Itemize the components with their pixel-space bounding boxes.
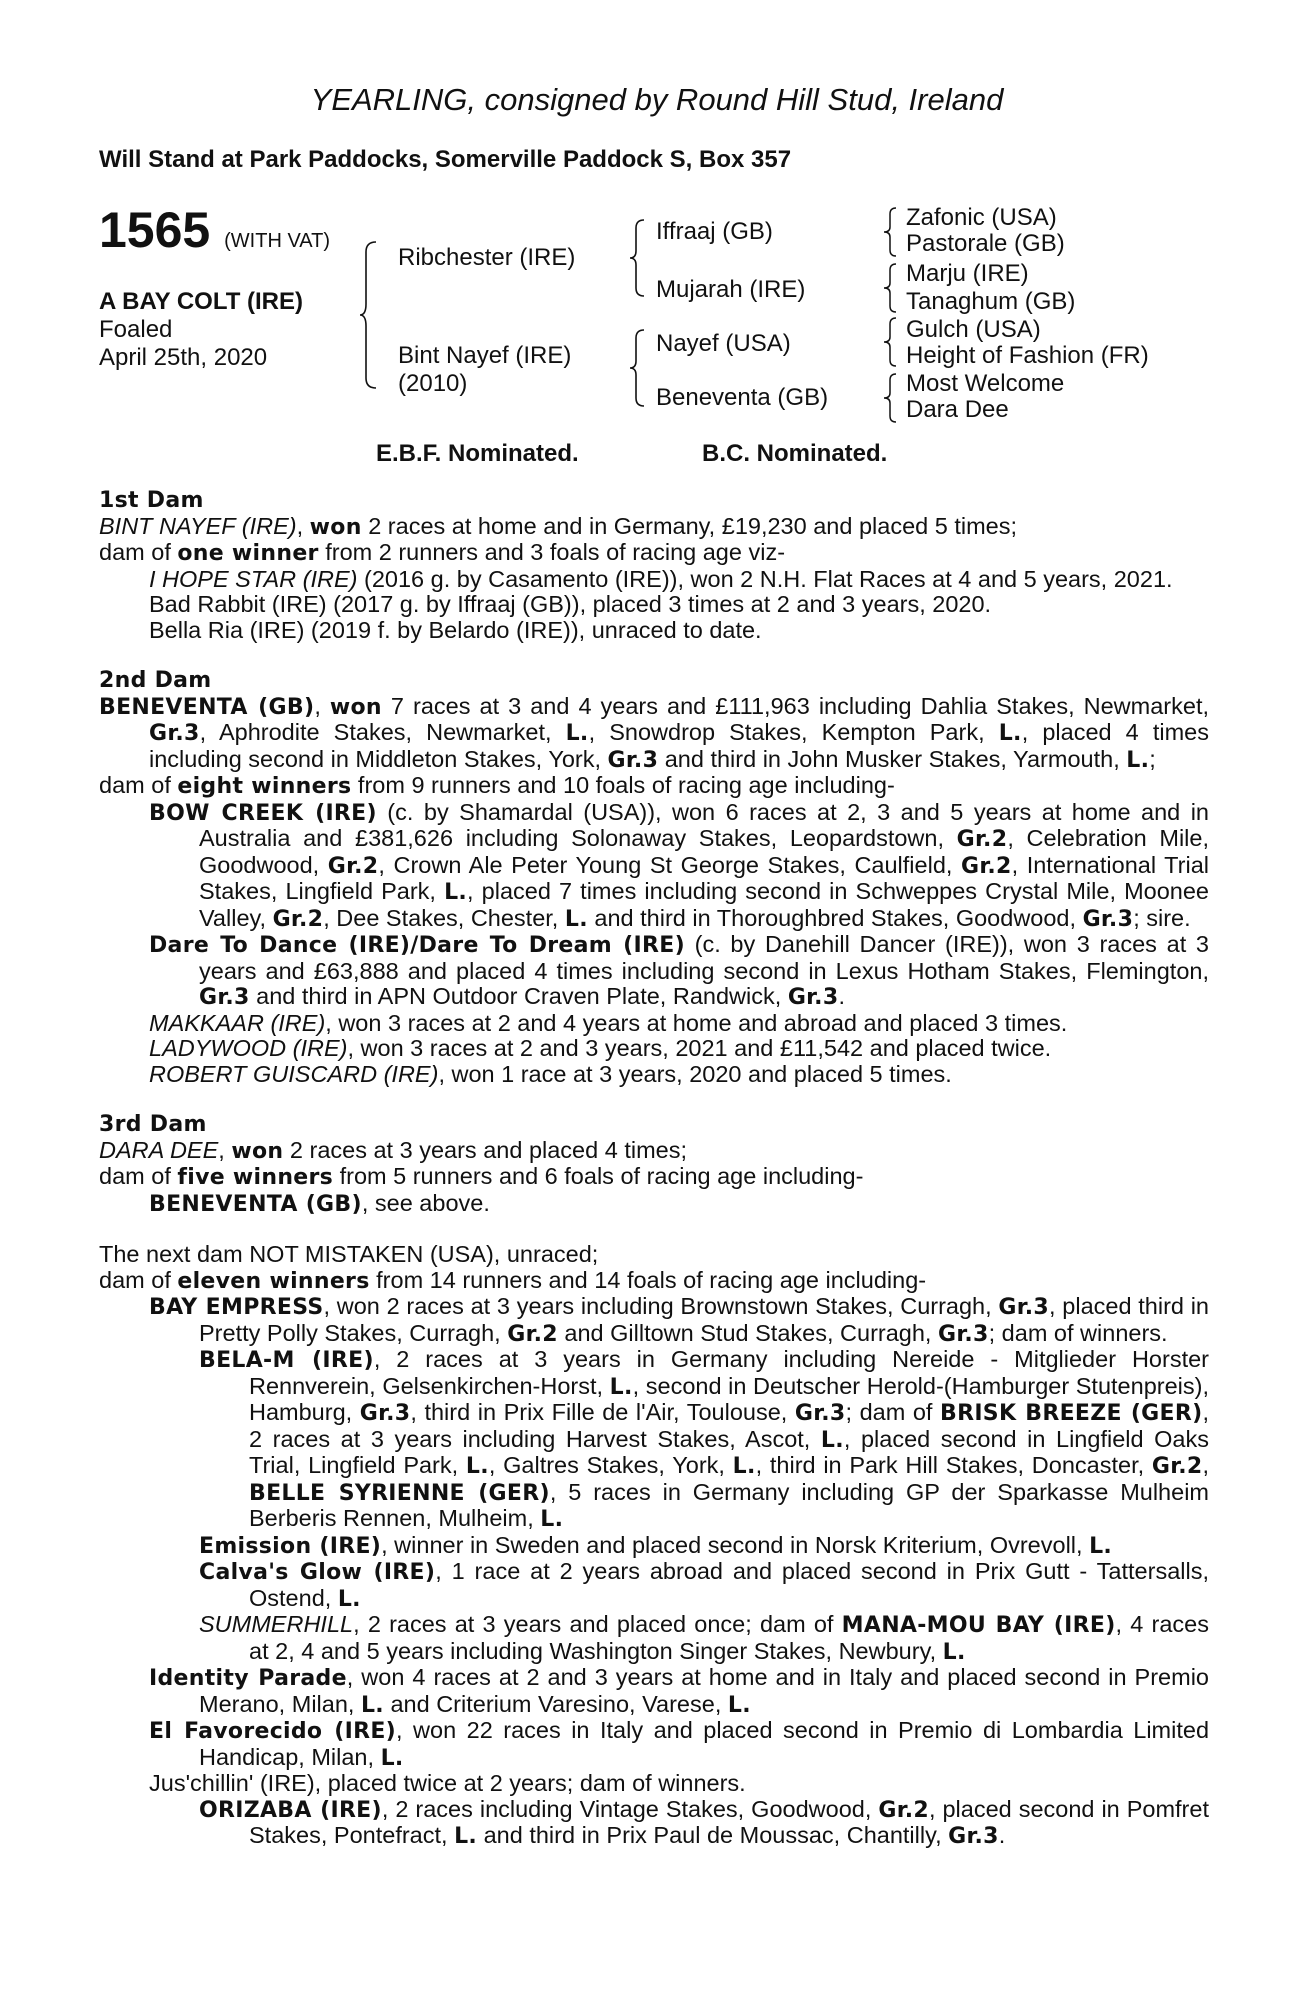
dam-of-post: from 2 runners and 3 foals of racing age viz- [318, 539, 786, 565]
bracket-dam [630, 328, 648, 408]
rec-text: , 2 races at 3 years in Germany including Nereide - Mitglieder Horster Rennverein, Gelsenkirchen-Horst, [249, 1346, 1210, 1399]
rec-text: ; sire. [1133, 904, 1191, 931]
rec-text: ; dam of [845, 1399, 941, 1425]
produce-dare-to-dance [99, 932, 1209, 1011]
listed: L. [444, 880, 468, 905]
listed: L. [609, 1374, 633, 1400]
first-dam-record-text: 2 races at home and in Germany, £19,230 and placed 5 times; [361, 512, 1018, 539]
listed: L. [820, 1427, 844, 1453]
third-dam-won: won [231, 1138, 284, 1164]
next-dam-dam-of [99, 1268, 1209, 1295]
lot-number-value: 1565 [99, 202, 211, 258]
produce-name: SUMMERHILL [199, 1611, 354, 1637]
dam-of-post: from 5 runners and 6 foals of racing age including- [333, 1163, 864, 1189]
grade: Gr.2 [1151, 1454, 1203, 1479]
pedigree-dd: Beneventa (GB) [656, 384, 829, 411]
dam-of-pre: dam of [99, 1266, 178, 1293]
rec-text: , 1 race at 2 years abroad and placed second in Prix Gutt - Tattersalls, Ostend, [249, 1558, 1209, 1611]
lot-number [99, 202, 331, 258]
pedigree-sire: Ribchester (IRE) [398, 244, 576, 271]
dam-of-bold: five winners [177, 1165, 334, 1190]
produce-bela-m [99, 1347, 1209, 1533]
rec-text: , 2 races at 3 years and placed once; dam of [353, 1611, 842, 1637]
pedigree-dam: Bint Nayef (IRE) [398, 342, 572, 369]
listed: L. [998, 721, 1022, 746]
catalogue-body [99, 488, 1209, 1850]
rec-text: (c. by Danehill Dancer (IRE)), won 3 races at 3 years and £63,888 and placed 4 times including second in Lexus Hotham Stakes, Flemington, [199, 931, 1209, 984]
second-dam-name: BENEVENTA (GB) [99, 694, 315, 720]
pedigree-ddd: Dara Dee [906, 396, 1009, 423]
dam-of-bold: eleven winners [177, 1268, 370, 1294]
grade: Gr.2 [327, 853, 379, 879]
grade: Gr.2 [960, 853, 1012, 879]
listed: L. [337, 1586, 361, 1612]
produce-name: LADYWOOD (IRE) [149, 1035, 348, 1061]
produce-name: ROBERT GUISCARD (IRE) [149, 1060, 439, 1087]
produce-text: , won 1 race at 3 years, 2020 and placed 5 times. [438, 1060, 952, 1087]
pedigree-sss: Zafonic (USA) [906, 204, 1057, 231]
first-dam-dam-of [99, 540, 1209, 567]
listed: L. [564, 906, 588, 932]
grade: Gr.3 [787, 985, 839, 1010]
horse-title: A BAY COLT (IRE) [99, 288, 304, 315]
vat-label: (WITH VAT) [224, 230, 331, 252]
bracket-ss [884, 206, 898, 258]
produce-name: Emission (IRE) [199, 1533, 382, 1559]
rec-text: , second in Deutscher Herold-(Hamburger Stutenpreis), Hamburg, [249, 1372, 1209, 1425]
produce-item [99, 1191, 1209, 1218]
produce-item [99, 618, 1209, 644]
third-dam-name: DARA DEE [99, 1136, 219, 1163]
produce-text: , see above. [361, 1189, 490, 1216]
listed: L. [360, 1692, 384, 1718]
produce-name: Identity Parade [149, 1666, 347, 1691]
grade: Gr.3 [607, 747, 659, 773]
produce-item [99, 567, 1209, 593]
produce-summerhill [99, 1612, 1209, 1665]
rec-text: , 4 races at 2, 4 and 5 years including Washington Singer Stakes, Newbury, [249, 1611, 1209, 1664]
rec-text: (c. by Shamardal (USA)), won 6 races at 2, 3 and 5 years at home and in Australia and £381,626 including Solonaway Stakes, Leopardstown, [199, 798, 1209, 851]
pedigree-sdd: Tanaghum (GB) [906, 288, 1076, 315]
produce-item [99, 592, 1209, 618]
listed: L. [1126, 747, 1150, 773]
grade: Gr.3 [149, 721, 200, 746]
produce-el-favorecido [99, 1718, 1209, 1771]
bc-nominated: B.C. Nominated. [702, 440, 888, 467]
rec-text: , Galtres Stakes, York, [488, 1452, 733, 1478]
rec-text: , won 22 races in Italy and placed second in Premio di Lombardia Limited Handicap, Milan, [199, 1717, 1210, 1770]
first-dam-record: BINT NAYEF (IRE), won 2 races at home and in Germany, £19,230 and placed 5 times; [99, 512, 1018, 540]
dam-of-post: from 14 runners and 14 foals of racing age including- [369, 1266, 927, 1293]
rec-text: , placed second in Lingfield Oaks Trial, Lingfield Park, [249, 1425, 1209, 1478]
produce-item [99, 1062, 1209, 1088]
first-dam-name: BINT NAYEF (IRE) [99, 512, 297, 539]
rec-text: , 2 races including Vintage Stakes, Goodwood, [381, 1795, 879, 1822]
bracket-dd [884, 372, 898, 424]
dam-of-pre: dam of [99, 772, 178, 798]
rec-text: , International Trial Stakes, Lingfield Park, [199, 851, 1210, 904]
pedigree-dam-year: (2010) [398, 370, 468, 397]
rec-text: , won 4 races at 2 and 3 years at home and in Italy and placed second in Premio Merano, Milan, [199, 1664, 1209, 1717]
second-dam-heading: 2nd Dam [99, 668, 212, 693]
rec-text: and third in APN Outdoor Craven Plate, Randwick, [249, 983, 788, 1009]
produce-name: BELA-M (IRE) [199, 1348, 374, 1373]
produce-bay-empress [99, 1294, 1209, 1347]
pedigree-sd: Mujarah (IRE) [656, 276, 806, 303]
third-dam-record: DARA DEE, won 2 races at 3 years and placed 4 times; [99, 1136, 687, 1164]
produce-name: BOW CREEK (IRE) [149, 800, 377, 826]
grade: Gr.3 [998, 1295, 1050, 1320]
rec-text: ; [1149, 745, 1156, 772]
produce-name: Dare To Dance (IRE)/Dare To Dream (IRE) [149, 933, 685, 958]
produce-item [99, 1011, 1209, 1037]
bracket-ds [884, 316, 898, 368]
rec-text: , Dee Stakes, Chester, [323, 904, 565, 931]
produce-jus-chillin: Jus'chillin' (IRE), placed twice at 2 years; dam of winners. [149, 1770, 746, 1796]
pedigree-dds: Most Welcome [906, 370, 1065, 397]
foaled-date: April 25th, 2020 [99, 344, 268, 371]
third-dam-dam-of [99, 1164, 1209, 1191]
listed: L. [454, 1824, 478, 1849]
rec-text: , winner in Sweden and placed second in Norsk Kriterium, Ovrevoll, [381, 1531, 1090, 1558]
listed: L. [540, 1507, 564, 1532]
bracket-sire [630, 218, 648, 298]
dam-of-pre: dam of [99, 539, 178, 565]
rec-text: . [838, 983, 845, 1009]
listed: L. [380, 1745, 404, 1771]
rec-text: and third in John Musker Stakes, Yarmouth, [658, 745, 1127, 772]
grade: Gr.3 [948, 1824, 999, 1849]
rec-text: 2 races at 3 years and placed 4 times; [283, 1136, 687, 1163]
produce-calvas-glow [99, 1559, 1209, 1612]
rec-text: and third in Prix Paul de Moussac, Chantilly, [477, 1822, 949, 1848]
listed: L. [732, 1454, 756, 1479]
dam-of-bold: one winner [177, 541, 319, 566]
produce-bow-creek [99, 800, 1209, 933]
produce-name: El Favorecido (IRE) [149, 1719, 397, 1744]
produce-text: Bella Ria (IRE) (2019 f. by Belardo (IRE)), unraced to date. [149, 616, 762, 643]
rec-text: , 5 races in Germany including GP der Sparkasse Mulheim Berberis Rennen, Mulheim, [249, 1478, 1209, 1531]
rec-text: , placed 7 times including second in Schweppes Crystal Mile, Moonee Valley, [199, 878, 1209, 931]
rec-text: , Crown Ale Peter Young St George Stakes, Caulfield, [378, 851, 961, 878]
next-dam-line: The next dam NOT MISTAKEN (USA), unraced; [99, 1241, 599, 1267]
produce-name: I HOPE STAR (IRE) [149, 565, 358, 592]
rec-text: , Aphrodite Stakes, Newmarket, [199, 719, 566, 745]
listed: L. [465, 1454, 489, 1479]
produce-text: (2016 g. by Casamento (IRE)), won 2 N.H. Flat Races at 4 and 5 years, 2021. [357, 565, 1173, 592]
rec-text: and Gilltown Stud Stakes, Curragh, [557, 1319, 938, 1346]
rec-text: , placed second in Pomfret Stakes, Pontefract, [249, 1795, 1209, 1848]
produce-emission [99, 1533, 1209, 1560]
rec-text: , Celebration Mile, Goodwood, [199, 825, 1209, 878]
grade: Gr.3 [937, 1321, 989, 1347]
ebf-nominated: E.B.F. Nominated. [376, 440, 579, 467]
produce-text: , won 3 races at 2 and 3 years, 2021 and £11,542 and placed twice. [347, 1035, 1052, 1061]
rec-text: . [998, 1822, 1006, 1848]
grade: Gr.2 [956, 827, 1008, 852]
produce-name: ORIZABA (IRE) [199, 1797, 382, 1823]
rec-text: , [1202, 1452, 1210, 1478]
produce-name: BRISK BREEZE (GER) [940, 1401, 1203, 1426]
produce-name: BAY EMPRESS [149, 1295, 324, 1320]
rec-text: , placed third in Pretty Polly Stakes, Curragh, [199, 1293, 1210, 1346]
rec-text: , Snowdrop Stakes, Kempton Park, [588, 719, 999, 745]
rec-text: 7 races at 3 and 4 years and £111,963 including Dahlia Stakes, Newmarket, [381, 692, 1209, 719]
rec-text: , 2 races at 3 years including Harvest Stakes, Ascot, [249, 1399, 1209, 1452]
grade: Gr.3 [199, 985, 250, 1010]
grade: Gr.3 [1082, 906, 1134, 932]
listed: L. [727, 1692, 751, 1718]
produce-name: BENEVENTA (GB) [149, 1191, 362, 1217]
pedigree-ssd: Pastorale (GB) [906, 230, 1065, 257]
produce-name: MAKKAAR (IRE) [149, 1009, 326, 1036]
rec-text: , placed 4 times including second in Middleton Stakes, York, [149, 719, 1209, 772]
pedigree-dsd: Height of Fashion (FR) [906, 342, 1149, 369]
grade: Gr.2 [272, 906, 324, 932]
pedigree-ss: Iffraaj (GB) [656, 218, 773, 245]
stand-location: Will Stand at Park Paddocks, Somerville Paddock S, Box 357 [99, 146, 792, 173]
produce-text: , won 3 races at 2 and 4 years at home and abroad and placed 3 times. [325, 1009, 1068, 1036]
pedigree-sds: Marju (IRE) [906, 260, 1029, 287]
listed: L. [942, 1639, 966, 1665]
listed: L. [1089, 1533, 1113, 1559]
consignor-header: YEARLING, consigned by Round Hill Stud, Ireland [310, 82, 1004, 117]
second-dam-record: BENEVENTA (GB), won 7 races at 3 and 4 years and £111,963 including Dahlia Stakes, Newmarket, Gr.3, Aphrodite Stakes, Newmarket, L., Snowdrop Stakes, Kempton Park, L., placed 4 times including second in Middleton Stakes, York, Gr.3 and third in John Musker Stakes, Yarmouth, L.; [99, 692, 1209, 773]
second-dam-won: won [329, 694, 382, 720]
dam-of-pre: dam of [99, 1163, 178, 1189]
grade: Gr.2 [507, 1321, 558, 1347]
grade: Gr.3 [359, 1401, 411, 1426]
third-dam-heading: 3rd Dam [99, 1112, 207, 1137]
second-dam-dam-of [99, 773, 1209, 800]
produce-orizaba [99, 1797, 1209, 1850]
rec-text: , third in Park Hill Stakes, Doncaster, [755, 1452, 1152, 1478]
grade: Gr.3 [794, 1401, 846, 1426]
listed: L. [565, 721, 589, 746]
pedigree-dss: Gulch (USA) [906, 316, 1041, 343]
bracket-main [360, 240, 380, 390]
bracket-sd [884, 262, 898, 314]
dam-of-bold: eight winners [177, 774, 352, 799]
rec-text: , won 2 races at 3 years including Brownstown Stakes, Curragh, [323, 1293, 999, 1319]
produce-identity-parade [99, 1665, 1209, 1718]
rec-text: and third in Thoroughbred Stakes, Goodwood, [587, 904, 1083, 931]
first-dam-heading: 1st Dam [99, 488, 204, 513]
rec-text: , third in Prix Fille de l'Air, Toulouse, [410, 1399, 795, 1425]
produce-text: Bad Rabbit (IRE) (2017 g. by Iffraaj (GB)), placed 3 times at 2 and 3 years, 2020. [149, 591, 992, 617]
dam-of-post: from 9 runners and 10 foals of racing age including- [351, 772, 895, 798]
produce-name: MANA-MOU BAY (IRE) [841, 1613, 1116, 1638]
first-dam-won: won [309, 514, 362, 540]
produce-name: Calva's Glow (IRE) [199, 1560, 436, 1585]
rec-text: ; dam of winners. [988, 1319, 1168, 1346]
produce-item [99, 1036, 1209, 1062]
foaled-block [99, 316, 267, 372]
produce-name: BELLE SYRIENNE (GER) [249, 1480, 550, 1506]
pedigree-ds: Nayef (USA) [656, 330, 791, 357]
grade: Gr.2 [878, 1797, 929, 1823]
rec-text: and Criterium Varesino, Varese, [383, 1690, 728, 1717]
foaled-label: Foaled [99, 316, 173, 343]
